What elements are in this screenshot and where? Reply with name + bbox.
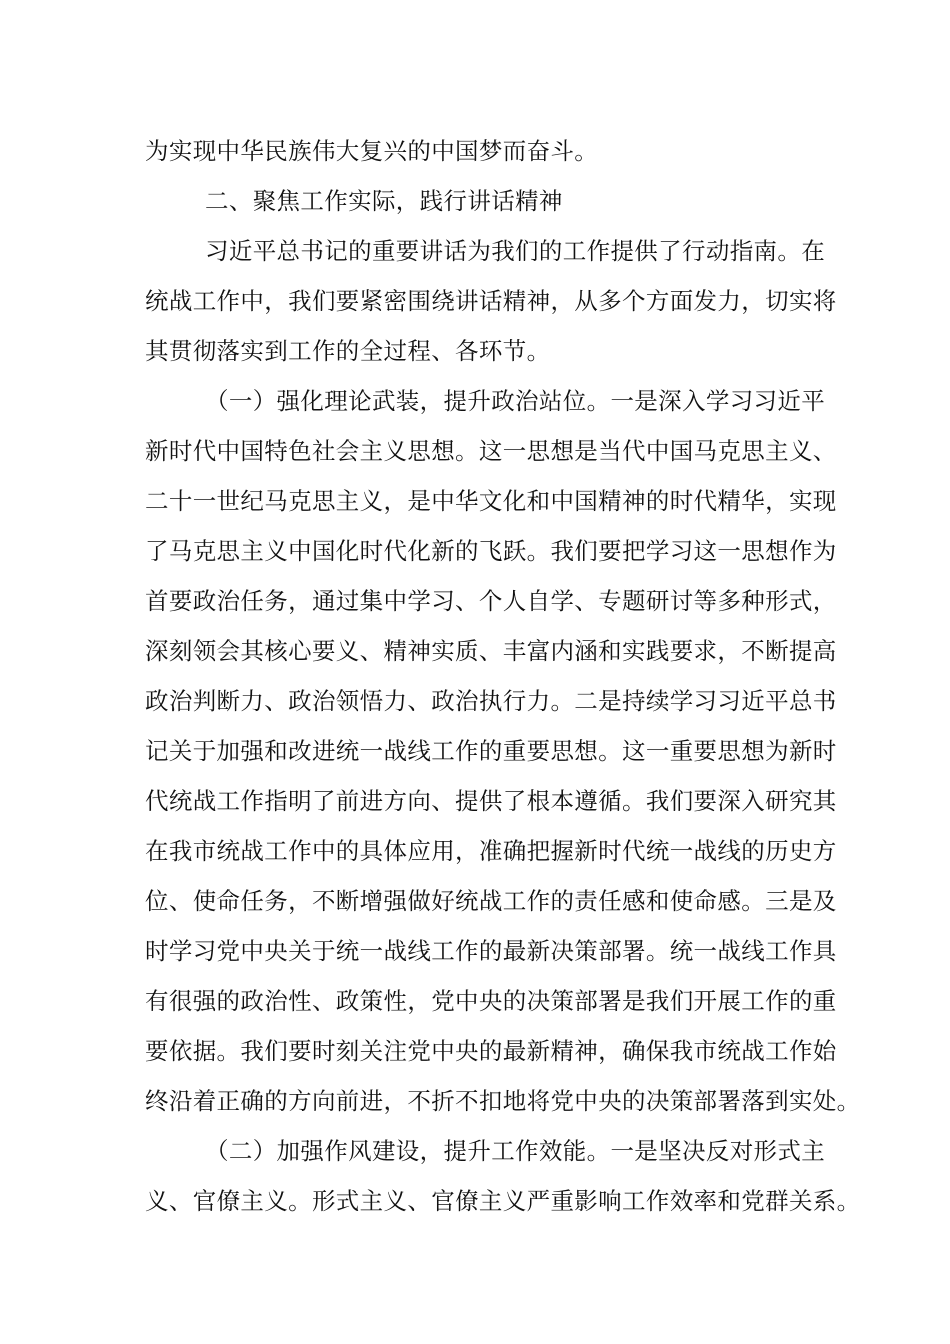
paragraph-line: 代统战工作指明了前进方向、提供了根本遵循。我们要深入研究其 xyxy=(145,787,837,815)
paragraph-line: 终沿着正确的方向前进，不折不扣地将党中央的决策部署落到实处。 xyxy=(145,1087,861,1115)
paragraph-line: 记关于加强和改进统一战线工作的重要思想。这一重要思想为新时 xyxy=(145,737,837,765)
paragraph-line: 为实现中华民族伟大复兴的中国梦而奋斗。 xyxy=(145,137,599,165)
paragraph-line: 二十一世纪马克思主义，是中华文化和中国精神的时代精华，实现 xyxy=(145,487,837,515)
paragraph-line: 位、使命任务，不断增强做好统战工作的责任感和使命感。三是及 xyxy=(145,887,837,915)
paragraph-line: 新时代中国特色社会主义思想。这一思想是当代中国马克思主义、 xyxy=(145,437,837,465)
paragraph-line: 要依据。我们要时刻关注党中央的最新精神，确保我市统战工作始 xyxy=(145,1037,837,1065)
paragraph-line: 习近平总书记的重要讲话为我们的工作提供了行动指南。在 xyxy=(205,237,826,265)
paragraph-line: 首要政治任务，通过集中学习、个人自学、专题研讨等多种形式， xyxy=(145,587,837,615)
paragraph-line: 有很强的政治性、政策性，党中央的决策部署是我们开展工作的重 xyxy=(145,987,837,1015)
paragraph-line: 政治判断力、政治领悟力、政治执行力。二是持续学习习近平总书 xyxy=(145,687,837,715)
paragraph-line: （二）加强作风建设，提升工作效能。一是坚决反对形式主 xyxy=(205,1137,826,1165)
paragraph-line: 了马克思主义中国化时代化新的飞跃。我们要把学习这一思想作为 xyxy=(145,537,837,565)
paragraph-line: 其贯彻落实到工作的全过程、各环节。 xyxy=(145,337,551,365)
paragraph-line: （一）强化理论武装，提升政治站位。一是深入学习习近平 xyxy=(205,387,826,415)
paragraph-line: 时学习党中央关于统一战线工作的最新决策部署。统一战线工作具 xyxy=(145,937,837,965)
paragraph-line: 义、官僚主义。形式主义、官僚主义严重影响工作效率和党群关系。 xyxy=(145,1187,861,1215)
paragraph-line: 在我市统战工作中的具体应用，准确把握新时代统一战线的历史方 xyxy=(145,837,837,865)
section-heading: 二、聚焦工作实际，践行讲话精神 xyxy=(205,187,563,215)
paragraph-line: 统战工作中，我们要紧密围绕讲话精神，从多个方面发力，切实将 xyxy=(145,287,837,315)
paragraph-line: 深刻领会其核心要义、精神实质、丰富内涵和实践要求，不断提高 xyxy=(145,637,837,665)
